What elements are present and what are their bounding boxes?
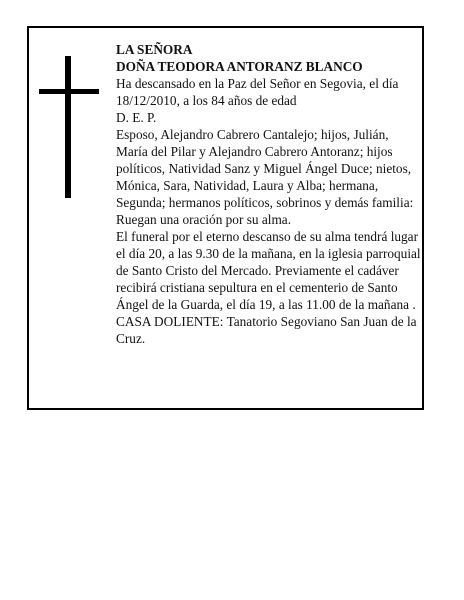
family-paragraph: Esposo, Alejandro Cabrero Cantalejo; hijos, Julián, María del Pilar y Alejandro Cabrero Antoranz; hijos políticos, Natividad Sanz y Miguel Ángel Duce; nietos, Mónica, Sara, Natividad, Laura y Alba; hermana, Segunda; hermanos políticos, sobrinos y demás familia: Ruegan una oración por su alma. bbox=[116, 127, 414, 227]
obituary-notice bbox=[27, 26, 424, 410]
notice-text bbox=[116, 41, 422, 347]
death-announcement: Ha descansado en la Paz del Señor en Segovia, el día 18/12/2010, a los 84 años de edad bbox=[116, 76, 399, 108]
cross-horizontal-bar bbox=[39, 89, 99, 94]
rip-line: D. E. P. bbox=[116, 110, 157, 125]
funeral-paragraph: El funeral por el eterno descanso de su alma tendrá lugar el día 20, a las 9.30 de la mañana, en la iglesia parroquial de Santo Cristo del Mercado. Previamente el cadáver recibirá cristiana sepultura en el cementerio de Santo Ángel de la Guarda, el día 19, a las 11.00 de la mañana . bbox=[116, 229, 421, 312]
cross-icon bbox=[39, 56, 99, 198]
casa-doliente-line: CASA DOLIENTE: Tanatorio Segoviano San Juan de la Cruz. bbox=[116, 314, 417, 346]
cross-vertical-bar bbox=[65, 56, 71, 198]
notice-title-line1: LA SEÑORA bbox=[116, 42, 193, 57]
deceased-name: DOÑA TEODORA ANTORANZ BLANCO bbox=[116, 59, 363, 74]
